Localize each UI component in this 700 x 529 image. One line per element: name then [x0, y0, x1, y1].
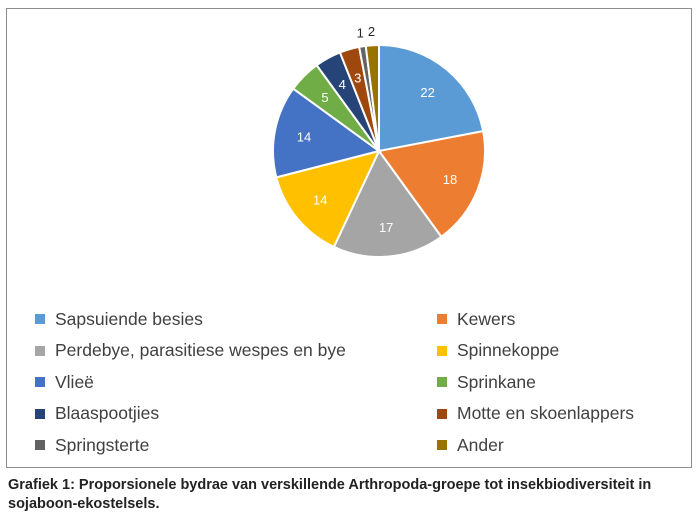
legend-label: Kewers: [457, 308, 516, 329]
data-label-blaaspootjies: 4: [338, 77, 346, 93]
legend-swatch: [35, 314, 45, 324]
data-label-sprinkane: 5: [321, 90, 329, 106]
data-label-springsterte: 1: [356, 25, 364, 41]
legend-swatch: [437, 409, 447, 419]
data-label-spinnekoppe: 14: [312, 192, 328, 208]
legend-swatch: [437, 440, 447, 450]
legend-item-sprinkane: [437, 370, 536, 394]
legend-item-ander: [437, 433, 504, 457]
chart-frame: [6, 8, 692, 468]
data-label-kewers: 18: [442, 172, 458, 188]
legend-label: Blaaspootjies: [55, 403, 160, 423]
legend-swatch: [35, 409, 45, 419]
legend-item-springsterte: [35, 433, 149, 457]
legend-swatch: [437, 346, 447, 356]
legend-item-kewers: [437, 307, 515, 331]
legend-label: Sapsuiende besies: [55, 308, 203, 329]
legend-item-vliee: [35, 370, 94, 394]
legend-swatch: [437, 377, 447, 387]
legend-label: Motte en skoenlappers: [457, 403, 635, 423]
legend-item-motte-en-skoenlappers: [437, 402, 634, 426]
data-label-perdebye-parasitiese-wespes-en-bye: 17: [378, 219, 394, 235]
legend-swatch: [437, 314, 447, 324]
data-label-motte-en-skoenlappers: 3: [354, 70, 362, 86]
legend-swatch: [35, 440, 45, 450]
legend-label: Vlieë: [55, 371, 94, 392]
legend-item-blaaspootjies: [35, 402, 159, 426]
legend-item-spinnekoppe: [437, 339, 559, 363]
legend-label: Perdebye, parasitiese wespes en bye: [55, 340, 346, 360]
data-label-ander: 2: [367, 24, 376, 40]
legend-swatch: [35, 377, 45, 387]
data-label-sapsuiende-besies: 22: [420, 85, 435, 101]
figure-caption: Grafiek 1: Proporsionele bydrae van verskillende Arthropoda-groepe tot insekbiodiversiteit in sojaboon-ekostelsels.: [8, 477, 652, 512]
legend-swatch: [35, 346, 45, 356]
legend-label: Ander: [457, 434, 504, 455]
legend-label: Springsterte: [55, 434, 150, 455]
legend: [7, 9, 693, 469]
legend-item-perdebye-parasitiese-wespes-en-bye: [35, 339, 346, 363]
legend-label: Spinnekoppe: [457, 340, 560, 360]
legend-item-sapsuiende-besies: [35, 307, 203, 331]
data-label-vliee: 14: [296, 129, 312, 145]
legend-label: Sprinkane: [457, 371, 536, 392]
